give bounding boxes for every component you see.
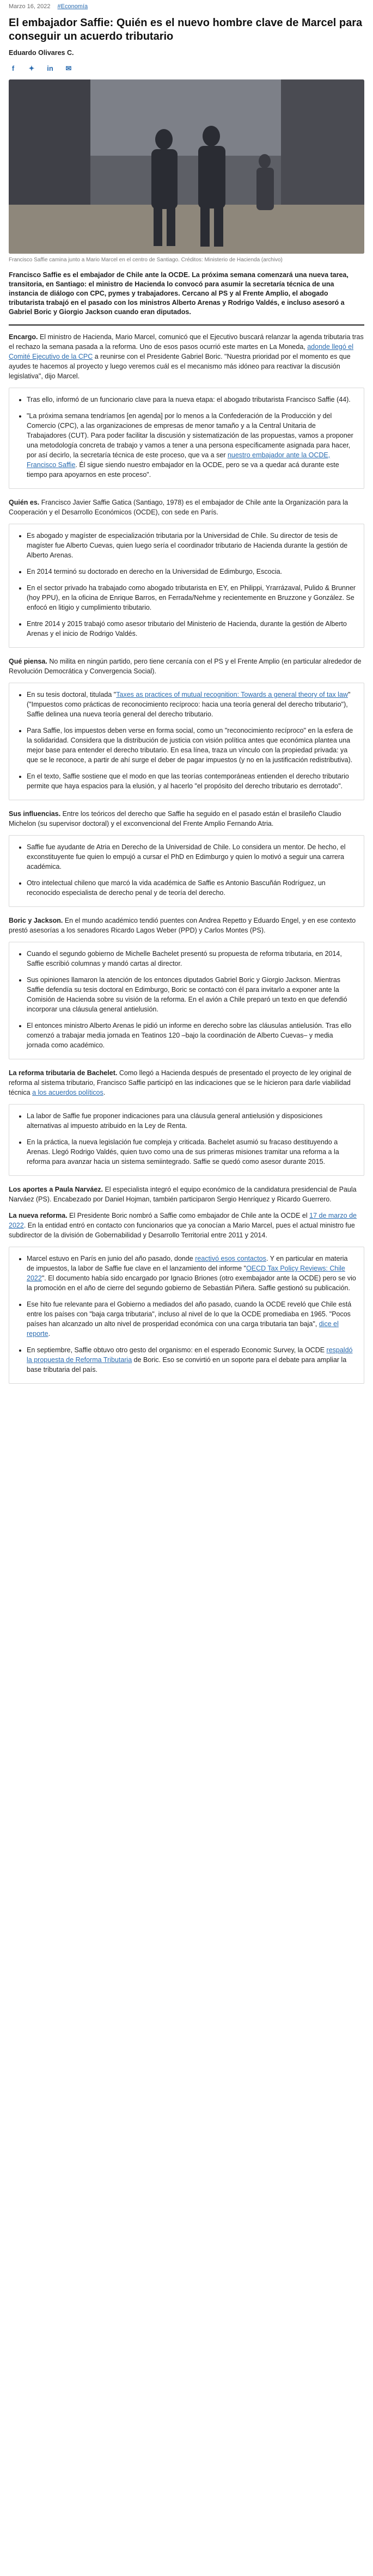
- saffie-link[interactable]: nuestro embajador ante la OCDE, Francisco Saffie: [27, 451, 331, 469]
- article-photo: [9, 79, 364, 254]
- list-item: • En la práctica, la nueva legislación fue compleja y criticada. Bachelet asumió su fracaso destituyendo a Arenas. Llegó Rodrigo Valdés, quien tuvo como una de sus primeras misiones tramitar una reforma a la reforma para avanzar hacia un sistema semiintegrado. Saffie se quedó como asesor durante 2015.: [27, 1137, 356, 1167]
- highlight-box-5: [9, 942, 364, 1059]
- date-link[interactable]: 17 de marzo de 2022: [9, 1212, 357, 1229]
- share-bar: [9, 64, 364, 73]
- list-item: • Sus opiniones llamaron la atención de los entonces diputados Gabriel Boric y Giorgio Jackson. Mientras Saffie defendía su tesis doctoral en Edimburgo, Boric se contactó con él para invitarlo a exponer ante la Comisión de Hacienda sobre su visión de la reforma. En el avión a Chile preparó un texto en que defendió incorporar una cláusula general antielusión.: [27, 975, 356, 1014]
- cpc-link[interactable]: adonde llegó el Comité Ejecutivo de la CPC: [9, 343, 354, 360]
- section-boric-jackson: Boric y Jackson. En el mundo académico tendió puentes con Andrea Repetto y Eduardo Engel, y en ese contexto prestó asesorías a los senadores Ricardo Lagos Weber (PPD) y Carlos Montes (PS).: [9, 917, 356, 934]
- list-item: • Marcel estuvo en París en junio del año pasado, donde reactivó esos contactos. Y en particular en materia de impuestos, la labor de Saffie fue clave en el lanzamiento del informe "OECD Tax Policy Reviews: Chile 2022". El documento había sido encargado por Ignacio Briones (otro exembajador ante la OCDE) pero se vio la promoción en el año de cierre del segundo gobierno de Sebastián Piñera. Saffie gestionó su publicación.: [27, 1254, 356, 1293]
- list-item: • En su tesis doctoral, titulada "Taxes as practices of mutual recognition: Towards a general theory of tax law" ("Impuestos como prácticas de reconocimiento recíproco: hacia una teoría general del derecho tributario"), Saffie delinea una nueva teoría general del derecho tributario.: [27, 690, 356, 719]
- section-encargo: Encargo. El ministro de Hacienda, Mario Marcel, comunicó que el Ejecutivo buscará relanzar la agenda tributaria tras el rechazo la semana pasada a la reforma. Uno de esos pasos ocurrió este martes en La Moneda, adonde llegó el Comité Ejecutivo de la CPC a reunirse con el Presidente Gabriel Boric. "Nuestra prioridad por el momento es que ayudes te hacemos al proyecto y luego veremos cuál es el mecanismo más idóneo para reactivar la discusión legislativa", dijo Marcel.: [9, 333, 364, 380]
- thesis-link[interactable]: Taxes as practices of mutual recognition: Towards a general theory of tax law: [116, 691, 348, 698]
- photo-caption: Francisco Saffie camina junto a Mario Marcel en el centro de Santiago. Créditos: Ministerio de Hacienda (archivo): [9, 257, 283, 263]
- article-lead: Francisco Saffie es el embajador de Chile ante la OCDE. La próxima semana comenzará una nueva tarea, transitoria, en Santiago: el ministro de Hacienda lo convocó para asumir la secretaría técnica de una instancia de diálogo con CPC, pymes y trabajadores. Cercano al PS y al Frente Amplio, el abogado tributarista trabajó en el pasado con los ministros Alberto Arenas y Rodrigo Valdés, e incluso asesoró a Gabriel Boric y Giorgio Jackson cuando eran diputados.: [9, 271, 348, 316]
- acuerdos-link[interactable]: a los acuerdos políticos: [32, 1089, 103, 1096]
- list-item: • En 2014 terminó su doctorado en derecho en la Universidad de Edimburgo, Escocia.: [27, 567, 356, 576]
- list-item: • Saffie fue ayudante de Atria en Derecho de la Universidad de Chile. Lo considera un mentor. De hecho, el exconstituyente fue quien lo empujó a cursar el PhD en Edimburgo y quien lo motivó a seguir una carrera académica.: [27, 842, 356, 872]
- list-item: • En el sector privado ha trabajado como abogado tributarista en EY, en Philippi, Yrarrázaval, Pulido & Brunner (hoy PPU), en la oficina de Enrique Barros, en Ferrada/Nehme y recientemente en Bruzzone y González. Se enfocó en litigio y cumplimiento tributario.: [27, 583, 356, 612]
- list-item: • "La próxima semana tendríamos [en agenda] por lo menos a la Confederación de la Producción y del Comercio (CPC), a las organizaciones de empresas de menor tamaño y a la Central Unitaria de Trabajadores (CUT). Para poder facilitar la discusión y sistematización de las propuestas, vamos a proponer una metodología concreta de trabajo y vamos a tener a una persona específicamente asignada para hacer, por así decirlo, la secretaría técnica de este proceso, que va a ser nuestro embajador ante la OCDE, Francisco Saffie. Él sigue siendo nuestro embajador en la OCDE, pero se va a quedar acá durante este tiempo para apoyarnos en este proceso".: [27, 411, 356, 480]
- linkedin-icon[interactable]: in: [47, 64, 53, 72]
- list-item: • Ese hito fue relevante para el Gobierno a mediados del año pasado, cuando la OCDE reveló que Chile está entre los países con "baja carga tributaria", incluso al nivel de lo que la OCDE promediaba en 1965. "Pocos países han alcanzado un alto nivel de prosperidad económica con una carga tributaria tan baja", dice el reporte.: [27, 1299, 356, 1339]
- highlight-box-1: [9, 388, 364, 489]
- lead-divider: [9, 324, 364, 326]
- reporte-link[interactable]: dice el reporte: [27, 1320, 339, 1338]
- list-item: • Para Saffie, los impuestos deben verse en forma social, como un "reconocimiento recíproco" en la esfera de la solidaridad. Considera que la distribución de justicia con visión política antes que económica plantea una mejor base para entender el derecho tributario. En esa línea, traza un vínculo con la propiedad privada: ya que se le reconoce, a partir de ahí surge el deber de pagar impuestos (y no en la justificación redistributiva).: [27, 726, 356, 765]
- section-que-piensa: Qué piensa. No milita en ningún partido, pero tiene cercanía con el PS y el Frente Amplio (en particular alrededor de Revolución Democrática y Convergencia Social).: [9, 658, 362, 675]
- respaldo-link[interactable]: respaldó la propuesta de Reforma Tributaria: [27, 1346, 353, 1364]
- highlight-box-3: [9, 683, 364, 800]
- list-item: • En septiembre, Saffie obtuvo otro gesto del organismo: en el esperado Economic Survey, la OCDE respaldó la propuesta de Reforma Tributaria de Boric. Eso se convirtió en un soporte para el debate para ampliar la base tributaria del país.: [27, 1345, 356, 1375]
- article-meta: [9, 0, 364, 12]
- twitter-icon[interactable]: ✦: [28, 64, 35, 72]
- highlight-box-4: [9, 835, 364, 907]
- section-bachelet: La reforma tributaria de Bachelet. Como llegó a Hacienda después de presentado el proyecto de ley original de reforma al sistema tributario, Francisco Saffie participó en las indicaciones que se le hicieron para darle viabilidad técnica a los acuerdos políticos.: [9, 1069, 352, 1096]
- article-author[interactable]: Eduardo Olivares C.: [9, 49, 74, 57]
- list-item: • En el texto, Saffie sostiene que el modo en que las teorías contemporáneas entienden el derecho tributario permite que haya espacios para la elusión, y al hacerlo "el propósito del derecho tributario es derrotado".: [27, 771, 356, 791]
- facebook-icon[interactable]: f: [11, 64, 15, 72]
- email-icon[interactable]: ✉: [65, 64, 72, 72]
- article-date: Marzo 16, 2022: [9, 3, 51, 10]
- list-item: • Es abogado y magíster de especialización tributaria por la Universidad de Chile. Su director de tesis de magíster fue Alberto Cuevas, quien luego sería el coordinador tributario de Hacienda durante la gestión de Alberto Arenas.: [27, 531, 356, 560]
- list-item: • Otro intelectual chileno que marcó la vida académica de Saffie es Antonio Bascuñán Rodríguez, un reconocido especialista de derecho penal y de teoría del derecho.: [27, 878, 356, 898]
- photo-illustration: [9, 79, 364, 254]
- list-item: • Cuando el segundo gobierno de Michelle Bachelet presentó su propuesta de reforma tributaria, en 2014, Saffie escribió columnas y mandó cartas al director.: [27, 949, 356, 968]
- list-item: • Tras ello, informó de un funcionario clave para la nueva etapa: el abogado tributarista Francisco Saffie (44).: [27, 395, 356, 404]
- highlight-box-7: [9, 1247, 364, 1384]
- list-item: • Entre 2014 y 2015 trabajó como asesor tributario del Ministerio de Hacienda, durante la gestión de Alberto Arenas y el inicio de Rodrigo Valdés.: [27, 619, 356, 639]
- list-item: • La labor de Saffie fue proponer indicaciones para una cláusula general antielusión y disposiciones alternativas al impuesto atribuido en la Ley de Renta.: [27, 1111, 356, 1131]
- section-nueva-reforma: La nueva reforma. El Presidente Boric nombró a Saffie como embajador de Chile ante la OCDE el 17 de marzo de 2022. En la entidad entró en contacto con funcionarios que ya conocían a Mario Marcel, pues el actual ministro fue subdirector de la división de Gobernabilidad y Desarrollo Territorial entre 2011 y 2014.: [9, 1212, 357, 1239]
- category-tag[interactable]: #Economía: [57, 3, 88, 10]
- highlight-box-2: [9, 524, 364, 648]
- section-quien-es: Quién es. Francisco Javier Saffie Gatica (Santiago, 1978) es el embajador de Chile ante la Organización para la Cooperación y el Desarrollo Económicos (OCDE), con sede en París.: [9, 499, 348, 516]
- contacts-link[interactable]: reactivó esos contactos: [195, 1255, 266, 1262]
- section-narvaez: Los aportes a Paula Narváez. El especialista integró el equipo económico de la candidatura presidencial de Paula Narváez (PS). Encabezado por Daniel Hojman, también participaron Sergio Henríquez y Ricardo Guerrero.: [9, 1186, 357, 1203]
- report-link[interactable]: OECD Tax Policy Reviews: Chile 2022: [27, 1265, 345, 1282]
- list-item: • El entonces ministro Alberto Arenas le pidió un informe en derecho sobre las cláusulas antielusión. Tras ello comenzó a trabajar media jornada en Teatinos 120 –bajo la coordinación de Alberto Cuevas– y media jornada como académico.: [27, 1021, 356, 1050]
- article-title: El embajador Saffie: Quién es el nuevo hombre clave de Marcel para conseguir un acuerdo tributario: [9, 17, 363, 42]
- highlight-box-6: [9, 1104, 364, 1176]
- section-influencias: Sus influencias. Entre los teóricos del derecho que Saffie ha seguido en el pasado están el brasileño Claudio Michelon (su supervisor doctoral) y el exconvencional del Frente Amplio Fernando Atria.: [9, 810, 341, 827]
